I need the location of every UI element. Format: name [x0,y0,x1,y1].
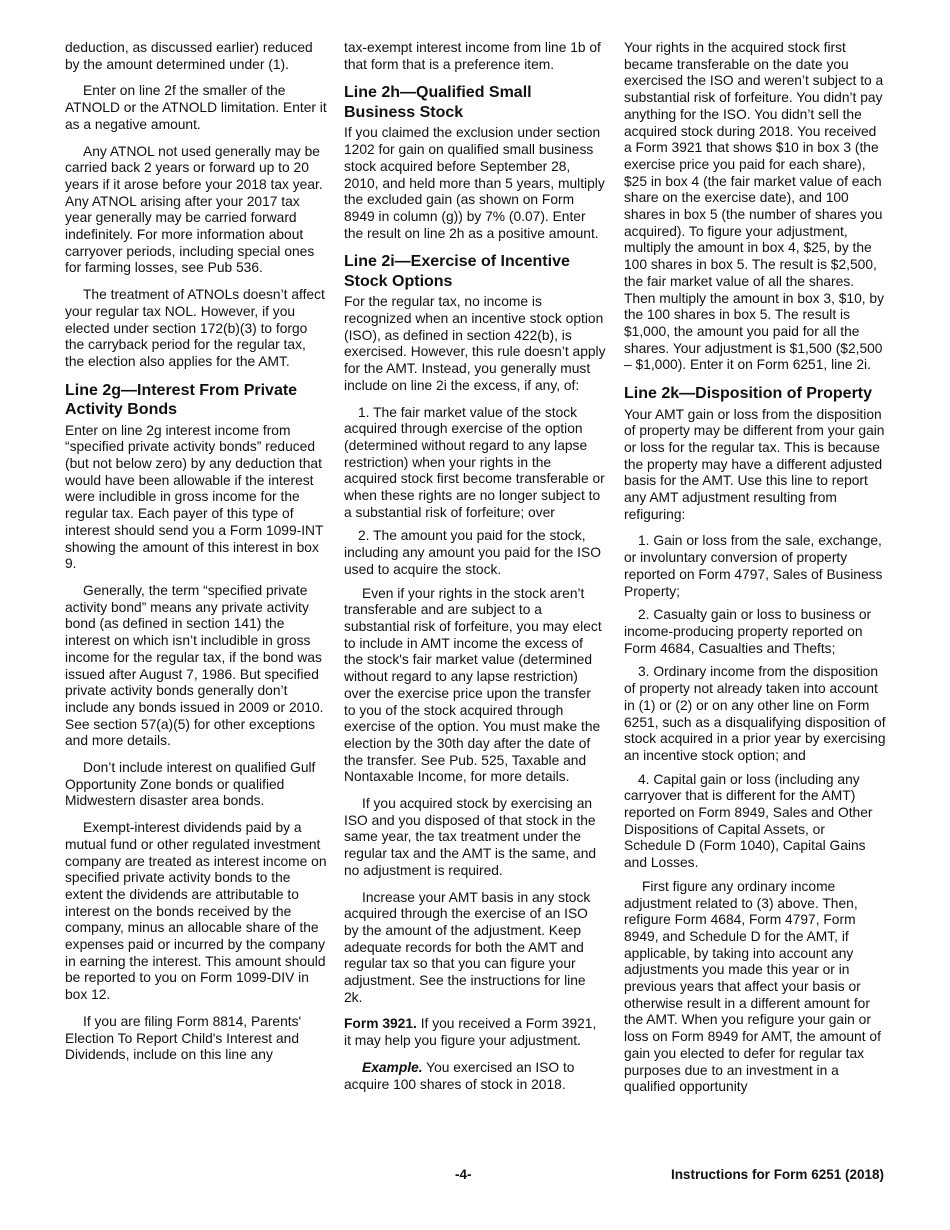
example-paragraph [344,1060,606,1093]
list-item: 4. Capital gain or loss (including any carryover that is different for the AMT) reported on Form 8949, Sales and Other Dispositions of Capital Assets, or Schedule D (Form 1040), Capital Gains and Losses. [624,771,873,871]
section-heading-line-2k: Line 2k—Disposition of Property [624,385,873,403]
paragraph: tax-exempt interest income from line 1b of that form that is a preference item. [344,40,601,72]
form-3921-label: Form 3921. [344,1016,417,1032]
paragraph: The treatment of ATNOLs doesn’t affect your regular tax NOL. However, if you elected under section 172(b)(3) to forgo the carryback period for the regular tax, the election also applies for the AMT. [65,287,325,369]
form-3921-text: If you received a Form 3921, it may help you figure your adjustment. [344,1016,597,1049]
paragraph: Don’t include interest on qualified Gulf Opportunity Zone bonds or qualified Midwestern disaster area bonds. [65,760,316,809]
column-3 [624,40,886,1106]
column-2 [344,40,606,1103]
paragraph: Your AMT gain or loss from the disposition of property may be different from your gain or loss for the regular tax. This is because the property may have a different adjusted basis for the AMT. Use this line to report any AMT adjustment resulting from refiguring: [624,406,885,522]
paragraph: If you are filing Form 8814, Parents' Election To Report Child's Interest and Dividends, include on this line any [65,1013,302,1063]
section-heading-line-2h: Line 2h—Qualified Small Business Stock [344,84,532,121]
paragraph: If you acquired stock by exercising an ISO and you disposed of that stock in the same year, the tax treatment under the regular tax and the AMT is the same, and no adjustment is required. [344,796,597,878]
list-item: 2. Casualty gain or loss to business or income-producing property reported on Form 4684, Casualties and Thefts; [624,607,872,656]
example-label: Example. [362,1059,423,1075]
page-number: -4- [455,1167,472,1182]
list-item: 1. Gain or loss from the sale, exchange, or involuntary conversion of property reported on Form 4797, Sales of Business Property; [624,533,883,599]
example-text: You exercised an ISO to acquire 100 shares of stock in 2018. [344,1059,575,1092]
paragraph: If you claimed the exclusion under section 1202 for gain on qualified small business stock acquired before September 28, 2010, and held more than 5 years, multiply the excluded gain (as shown on Form 8949 in column (g)) by 7% (0.07). Enter the result on line 2h as a positive amount. [344,125,605,241]
footer-title: Instructions for Form 6251 (2018) [670,1167,884,1182]
paragraph: Generally, the term “specified private activity bond” means any private activity bond (as defined in section 141) the interest on which isn’t includible in gross income for the regular tax, if the bond was issued after August 7, 1986. But specified private activity bonds generally don’t include any bonds issued in 2009 or 2010. See section 57(a)(5) for other exceptions and more details. [65,582,324,749]
paragraph: First figure any ordinary income adjustment related to (3) above. Then, refigure Form 4684, Form 4797, Form 8949, and Schedule D for the AMT, if applicable, by taking into account any adjustments you made this year or in previous years that affect your basis or otherwise result in a different amount for the AMT. When you refigure your gain or loss on Form 8949 for AMT, the amount of gain you elected to defer for regular tax purposes due to an investment in a qualified opportunity [624,878,881,1095]
paragraph: Your rights in the acquired stock first became transferable on the date you exercised the ISO and weren’t subject to a substantial risk of forfeiture. You didn’t pay anything for the ISO. You didn’t sell the acquired stock during 2018. You received a Form 3921 that shows $10 in box 3 (the exercise price you paid for each share), $25 in box 4 (the fair market value of each share on the exercise date), and 100 shares in box 5 (the number of shares you acquired). To figure your adjustment, multiply the amount in box 4, $25, by the 100 shares in box 5. The result is $2,500, the fair market value of all the shares. Then multiply the amount in box 3, $10, by the 100 shares in box 5. The result is $1,000, the amount you paid for all the shares. Your adjustment is $1,500 ($2,500 – $1,000). Enter it on Form 6251, line 2i. [624,40,884,373]
section-heading-line-2g: Line 2g—Interest From Private Activity Bonds [65,381,298,419]
section-heading-line-2i: Line 2i—Exercise of Incentive Stock Options [344,253,570,290]
paragraph: Any ATNOL not used generally may be carried back 2 years or forward up to 20 years if it arose before your 2018 tax year. Any ATNOL arising after your 2017 tax year generally may be carried forward indefinitely. For more information about carryover periods, including special ones for farming losses, see Pub 536. [65,143,323,276]
paragraph: For the regular tax, no income is recognized when an incentive stock option (ISO), as defined in section 422(b), is exercised. However, this rule doesn’t apply for the AMT. Instead, you generally must include on line 2i the excess, if any, of: [344,294,606,393]
column-1 [65,40,327,1074]
list-item: 2. The amount you paid for the stock, including any amount you paid for the ISO used to acquire the stock. [344,528,601,577]
paragraph: Increase your AMT basis in any stock acquired through the exercise of an ISO by the amount of the adjustment. Keep adequate records for both the AMT and regular tax so that you can figure your adjustment. See the instructions for line 2k. [344,889,591,1005]
paragraph: Exempt-interest dividends paid by a mutual fund or other regulated investment company are treated as interest income on specified private activity bonds to the extent the dividends are attributable to interest on the bonds received by the company, minus an allocable share of the expenses paid or incurred by the company in earning the interest. This amount should be reported to you on Form 1099-DIV in box 12. [65,820,327,1003]
paragraph: Even if your rights in the stock aren’t transferable and are subject to a substantial risk of forfeiture, you may elect to include in AMT income the excess of the stock's fair market value (determined without regard to any lapse restriction) over the exercise price upon the transfer to you of the stock acquired through exercise of the option. You must make the election by the 30th day after the date of the transfer. See Pub. 525, Taxable and Nontaxable Income, for more details. [344,585,602,785]
paragraph: Enter on line 2f the smaller of the ATNOLD or the ATNOLD limitation. Enter it as a negative amount. [65,83,327,132]
list-item: 3. Ordinary income from the disposition of property not already taken into account in (1) or (2) or on any other line on Form 6251, such as a disqualifying disposition of stock acquired in a prior year by exercising an incentive stock option; and [624,664,886,763]
paragraph: Enter on line 2g interest income from “specified private activity bonds” reduced (but not below zero) by any deduction that would have been allowable if the interest were includible in gross income for the regular tax. Each payer of this type of interest should send you a Form 1099-INT showing the amount of this interest in box 9. [65,422,324,572]
form-3921-paragraph [344,1016,606,1049]
list-item: 1. The fair market value of the stock acquired through exercise of the option (determined without regard to any lapse restriction) when your rights in the acquired stock first become transferable or when these rights are no longer subject to a substantial risk of forfeiture; over [344,404,605,520]
paragraph: deduction, as discussed earlier) reduced by the amount determined under (1). [65,40,313,72]
